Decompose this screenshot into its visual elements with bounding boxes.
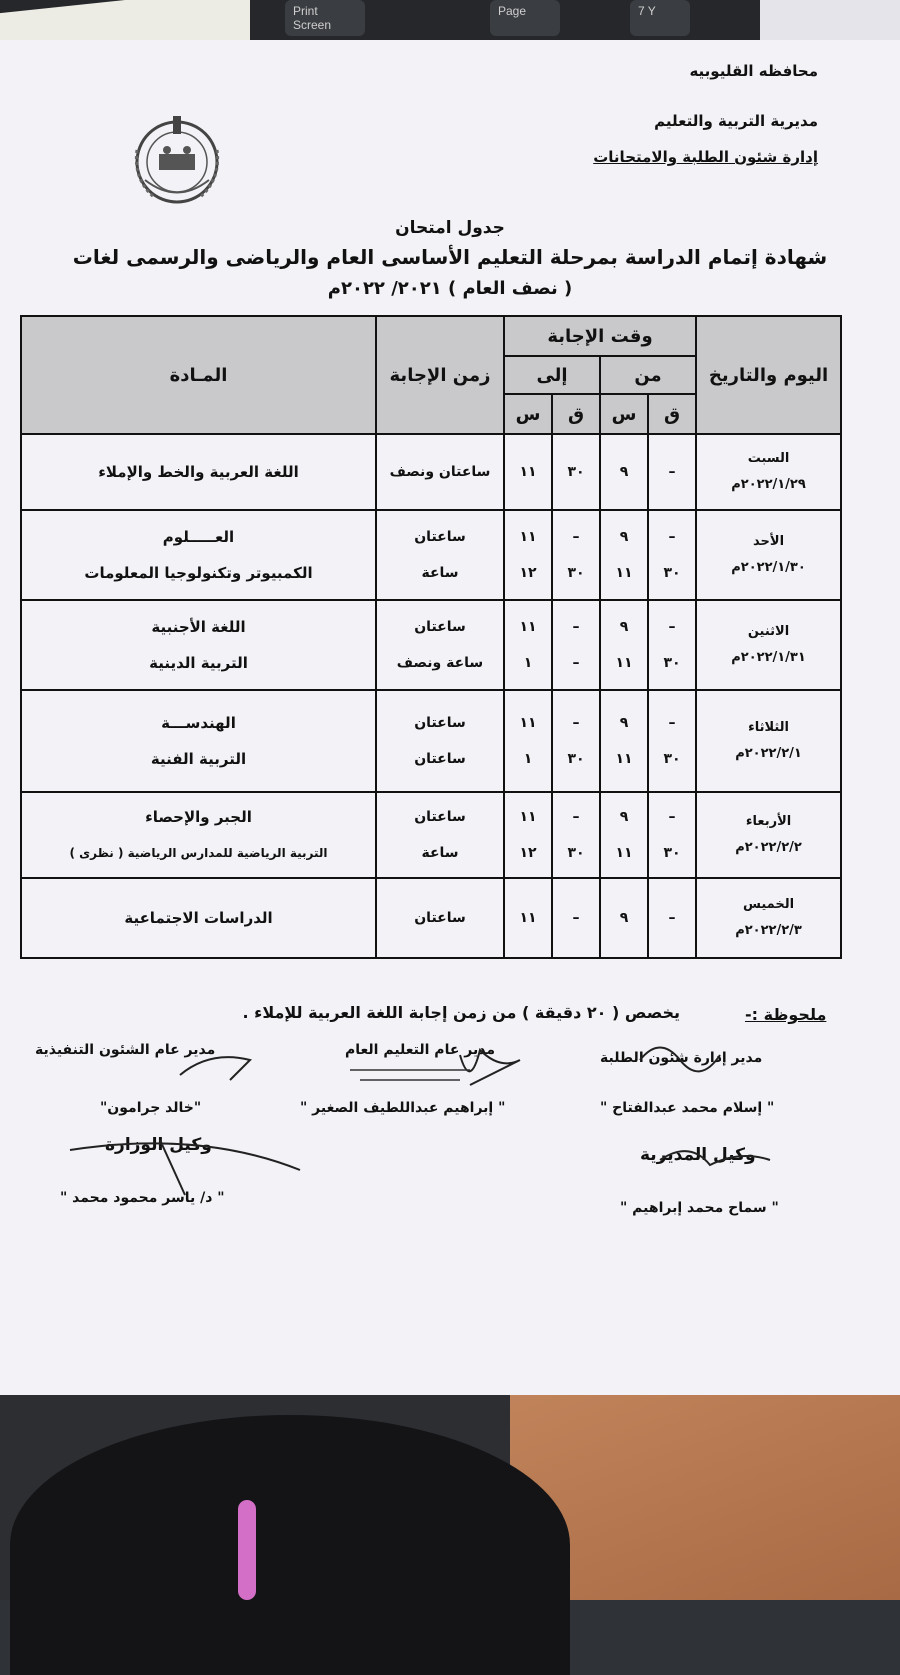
- deputy-directorate-name: " سماح محمد إبراهيم ": [620, 1200, 779, 1216]
- header-subject: المـادة: [21, 316, 376, 434]
- exec-affairs-name: "خالد جرامون": [100, 1100, 202, 1116]
- table-row: [21, 690, 841, 792]
- to-hour-cell: ١١ ١٢: [504, 510, 552, 600]
- governorate-label: محافظه القليوبيه: [689, 62, 818, 80]
- general-ed-name: " إبراهيم عبداللطيف الصغير ": [300, 1100, 506, 1116]
- from-minute-cell: – ٣٠: [648, 690, 696, 792]
- to-hour-cell: ١١ ١: [504, 690, 552, 792]
- from-minute-cell: – ٣٠: [648, 792, 696, 878]
- to-minute-cell: ٣٠: [552, 434, 600, 510]
- handwritten-signatures: [0, 1030, 900, 1230]
- from-hour-cell: ٩: [600, 878, 648, 958]
- signature-stroke: [350, 1070, 470, 1080]
- to-hour-cell: ١١ ١٢: [504, 792, 552, 878]
- to-hour-cell: ١١: [504, 434, 552, 510]
- header-from: من: [600, 356, 696, 394]
- from-minute-cell: – ٣٠: [648, 600, 696, 690]
- to-minute-cell: – –: [552, 600, 600, 690]
- header-from-minute: ق: [648, 394, 696, 434]
- header-day-date: اليوم والتاريخ: [696, 316, 841, 434]
- day-cell: الاثنين ٢٠٢٢/١/٣١م: [696, 600, 841, 690]
- deputy-ministry-name: " د/ ياسر محمود محمد ": [60, 1190, 225, 1206]
- duration-cell: ساعتان ونصف: [376, 434, 504, 510]
- header-to: إلى: [504, 356, 600, 394]
- doc-term: ( نصف العام ) ٢٠٢١/ ٢٠٢٢م: [327, 278, 573, 299]
- signature-stroke: [180, 1057, 250, 1080]
- day-cell: الثلاثاء ٢٠٢٢/٢/١م: [696, 690, 841, 792]
- subject-cell: الدراسات الاجتماعية: [21, 878, 376, 958]
- to-hour-cell: ١١: [504, 878, 552, 958]
- duration-cell: ساعتان ساعة: [376, 510, 504, 600]
- ministry-logo-icon: [115, 110, 240, 210]
- table-row: [21, 600, 841, 690]
- exec-affairs-title: مدير عام الشئون التنفيذية: [35, 1042, 216, 1058]
- doc-subtitle: شهادة إتمام الدراسة بمرحلة التعليم الأساسى العام والرياضى والرسمى لغات: [72, 245, 828, 269]
- directorate-label: مديرية التربية والتعليم: [654, 112, 818, 130]
- student-affairs-title: مدير إدارة شئون الطلبة: [600, 1050, 763, 1066]
- exam-schedule-table: [20, 315, 842, 959]
- duration-cell: ساعتان: [376, 878, 504, 958]
- note-label: ملحوظة :-: [745, 1005, 827, 1024]
- from-hour-cell: ٩: [600, 434, 648, 510]
- deputy-ministry-title: وكيل الوزارة: [105, 1135, 212, 1155]
- student-affairs-name: " إسلام محمد عبدالفتاح ": [600, 1100, 775, 1116]
- department-label: إدارة شئون الطلبة والامتحانات: [593, 148, 818, 166]
- note-text: يخصص ( ٢٠ دقيقة ) من زمن إجابة اللغة العربية للإملاء .: [242, 1003, 680, 1022]
- table-row: [21, 510, 841, 600]
- table-row: [21, 434, 841, 510]
- duration-cell: ساعتان ساعتان: [376, 690, 504, 792]
- from-hour-cell: ٩ ١١: [600, 600, 648, 690]
- header-to-hour: س: [504, 394, 552, 434]
- computer-mouse: [10, 1415, 570, 1675]
- day-cell: الأحد ٢٠٢٢/١/٣٠م: [696, 510, 841, 600]
- header-duration: زمن الإجابة: [376, 316, 504, 434]
- subject-cell: الهندســـة التربية الفنية: [21, 690, 376, 792]
- from-hour-cell: ٩ ١١: [600, 690, 648, 792]
- subject-cell: اللغة الأجنبية التربية الدينية: [21, 600, 376, 690]
- to-minute-cell: – ٣٠: [552, 792, 600, 878]
- duration-cell: ساعتان ساعة: [376, 792, 504, 878]
- from-minute-cell: – ٣٠: [648, 510, 696, 600]
- signature-stroke: [70, 1140, 300, 1195]
- to-minute-cell: – ٣٠: [552, 510, 600, 600]
- key-seven: 7 Y: [630, 0, 690, 36]
- from-minute-cell: –: [648, 434, 696, 510]
- duration-cell: ساعتان ساعة ونصف: [376, 600, 504, 690]
- deputy-directorate-title: وكيل المديرية: [640, 1145, 756, 1165]
- signature-stroke: [640, 1048, 720, 1072]
- day-cell: الأربعاء ٢٠٢٢/٢/٢م: [696, 792, 841, 878]
- subject-cell: العـــــلوم الكمبيوتر وتكنولوجيا المعلومات: [21, 510, 376, 600]
- subject-cell: الجبر والإحصاء التربية الرياضية للمدارس الرياضية ( نظرى ): [21, 792, 376, 878]
- signature-stroke: [460, 1050, 520, 1085]
- from-minute-cell: –: [648, 878, 696, 958]
- to-minute-cell: – ٣٠: [552, 690, 600, 792]
- header-to-minute: ق: [552, 394, 600, 434]
- to-minute-cell: –: [552, 878, 600, 958]
- general-ed-title: مدير عام التعليم العام: [345, 1042, 495, 1058]
- from-hour-cell: ٩ ١١: [600, 792, 648, 878]
- table-row: [21, 878, 841, 958]
- mouse-led: [238, 1500, 256, 1600]
- to-hour-cell: ١١ ١: [504, 600, 552, 690]
- header-answer-time: وقت الإجابة: [504, 316, 696, 356]
- signature-stroke: [660, 1151, 770, 1165]
- subject-cell: اللغة العربية والخط والإملاء: [21, 434, 376, 510]
- from-hour-cell: ٩ ١١: [600, 510, 648, 600]
- key-page: Page: [490, 0, 560, 36]
- table-row: [21, 792, 841, 878]
- header-from-hour: س: [600, 394, 648, 434]
- doc-title: جدول امتحان: [395, 218, 505, 238]
- day-cell: الخميس ٢٠٢٢/٢/٣م: [696, 878, 841, 958]
- key-print-screen: Print Screen: [285, 0, 365, 36]
- day-cell: السبت ٢٠٢٢/١/٢٩م: [696, 434, 841, 510]
